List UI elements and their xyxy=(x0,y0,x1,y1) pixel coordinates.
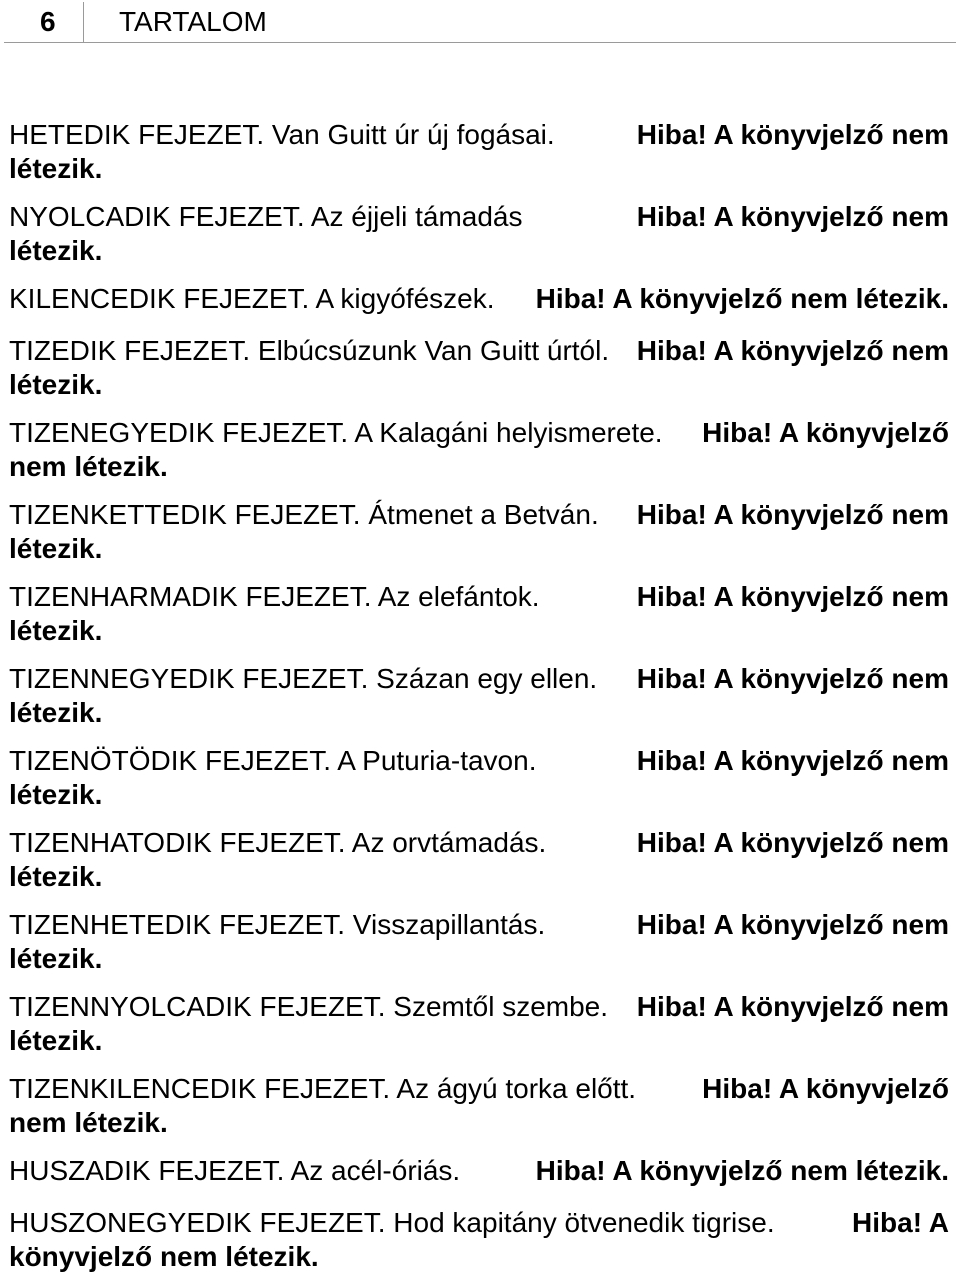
bookmark-error-cont: nem létezik. xyxy=(9,451,168,482)
toc-entry-12[interactable] xyxy=(9,498,949,580)
page-number: 6 xyxy=(40,6,56,37)
bookmark-error-cont: létezik. xyxy=(9,943,103,974)
toc-entry-14[interactable] xyxy=(9,662,949,744)
page-title: TARTALOM xyxy=(119,6,267,37)
bookmark-error: Hiba! A könyvjelző xyxy=(702,1073,949,1104)
table-of-contents xyxy=(9,118,949,1288)
toc-entry-18[interactable] xyxy=(9,990,949,1072)
bookmark-error: Hiba! A könyvjelző nem xyxy=(636,745,949,776)
toc-entry-15[interactable] xyxy=(9,744,949,826)
bookmark-error-cont: létezik. xyxy=(9,533,103,564)
toc-entry-label: HUSZADIK FEJEZET. Az acél-óriás. xyxy=(9,1155,461,1186)
toc-entry-label: HUSZONEGYEDIK FEJEZET. Hod kapitány ötvenedik tigrise. xyxy=(9,1207,775,1238)
page-header xyxy=(0,0,960,46)
toc-entry-7[interactable] xyxy=(9,118,949,200)
bookmark-error-cont: könyvjelző nem létezik. xyxy=(9,1241,319,1272)
bookmark-error-cont: létezik. xyxy=(9,369,103,400)
bookmark-error-cont: létezik. xyxy=(9,615,103,646)
toc-entry-9[interactable] xyxy=(9,282,949,334)
toc-entry-label: TIZEDIK FEJEZET. Elbúcsúzunk Van Guitt úrtól. xyxy=(9,335,610,366)
toc-entry-label: TIZENÖTÖDIK FEJEZET. A Puturia-tavon. xyxy=(9,745,537,776)
toc-entry-label: KILENCEDIK FEJEZET. A kigyófészek. xyxy=(9,283,495,314)
bookmark-error: Hiba! A könyvjelző nem xyxy=(636,335,949,366)
bookmark-error: Hiba! A könyvjelző nem xyxy=(636,499,949,530)
bookmark-error: Hiba! A könyvjelző nem xyxy=(636,581,949,612)
bookmark-error-cont: létezik. xyxy=(9,779,103,810)
bookmark-error: Hiba! A könyvjelző nem xyxy=(636,663,949,694)
header-divider-vertical xyxy=(83,2,84,42)
bookmark-error: Hiba! A könyvjelző nem xyxy=(636,909,949,940)
toc-entry-17[interactable] xyxy=(9,908,949,990)
bookmark-error: Hiba! A xyxy=(852,1207,949,1238)
toc-entry-10[interactable] xyxy=(9,334,949,416)
toc-entry-13[interactable] xyxy=(9,580,949,662)
toc-entry-label: TIZENHATODIK FEJEZET. Az orvtámadás. xyxy=(9,827,547,858)
bookmark-error-cont: létezik. xyxy=(9,861,103,892)
toc-entry-label: TIZENNYOLCADIK FEJEZET. Szemtől szembe. xyxy=(9,991,609,1022)
bookmark-error-cont: nem létezik. xyxy=(9,1107,168,1138)
header-divider-horizontal xyxy=(4,42,956,43)
bookmark-error: Hiba! A könyvjelző nem létezik. xyxy=(535,283,949,314)
toc-entry-label: HETEDIK FEJEZET. Van Guitt úr új fogásai. xyxy=(9,119,555,150)
bookmark-error: Hiba! A könyvjelző nem xyxy=(636,201,949,232)
toc-entry-16[interactable] xyxy=(9,826,949,908)
bookmark-error-cont: létezik. xyxy=(9,235,103,266)
toc-entry-label: TIZENHETEDIK FEJEZET. Visszapillantás. xyxy=(9,909,546,940)
toc-entry-21[interactable] xyxy=(9,1206,949,1288)
toc-entry-label: TIZENKILENCEDIK FEJEZET. Az ágyú torka előtt. xyxy=(9,1073,637,1104)
bookmark-error-cont: létezik. xyxy=(9,697,103,728)
bookmark-error-cont: létezik. xyxy=(9,1025,103,1056)
bookmark-error: Hiba! A könyvjelző nem létezik. xyxy=(535,1155,949,1186)
toc-entry-label: TIZENKETTEDIK FEJEZET. Átmenet a Betván. xyxy=(9,499,599,530)
toc-entry-8[interactable] xyxy=(9,200,949,282)
toc-entry-11[interactable] xyxy=(9,416,949,498)
bookmark-error: Hiba! A könyvjelző nem xyxy=(636,991,949,1022)
bookmark-error-cont: létezik. xyxy=(9,153,103,184)
toc-entry-label: TIZENHARMADIK FEJEZET. Az elefántok. xyxy=(9,581,540,612)
toc-entry-label: NYOLCADIK FEJEZET. Az éjjeli támadás xyxy=(9,201,523,232)
toc-entry-label: TIZENNEGYEDIK FEJEZET. Százan egy ellen. xyxy=(9,663,598,694)
bookmark-error: Hiba! A könyvjelző xyxy=(702,417,949,448)
toc-entry-label: TIZENEGYEDIK FEJEZET. A Kalagáni helyismerete. xyxy=(9,417,663,448)
bookmark-error: Hiba! A könyvjelző nem xyxy=(636,827,949,858)
bookmark-error: Hiba! A könyvjelző nem xyxy=(636,119,949,150)
toc-entry-19[interactable] xyxy=(9,1072,949,1154)
toc-entry-20[interactable] xyxy=(9,1154,949,1206)
